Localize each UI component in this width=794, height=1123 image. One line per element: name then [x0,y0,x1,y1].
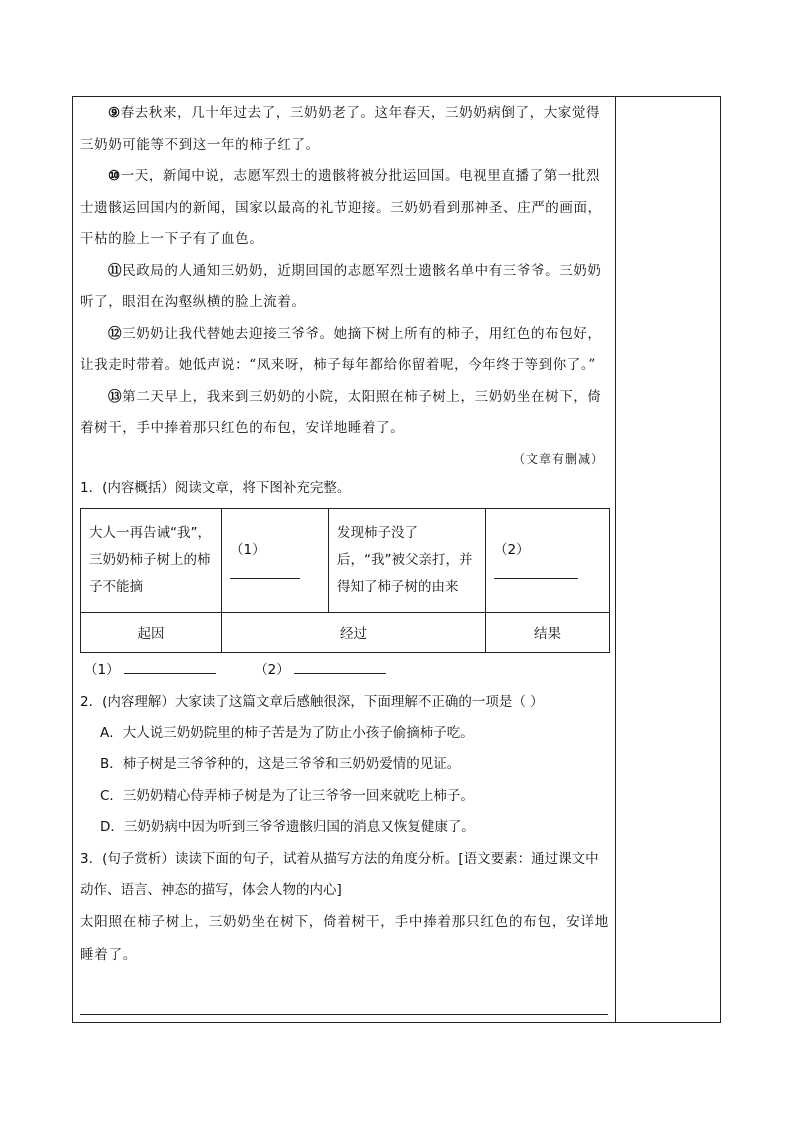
blank-1-cell[interactable]: （1） [222,508,329,612]
paragraph-10: ⑩一天，新闻中说，志愿军烈士的遗骸将被分批运回国。电视里直播了第一批烈士遗骸运回国内的新闻，国家以最高的礼节迎接。三奶奶看到那神圣、庄严的画面，干枯的脸上一下子有了血色。 [80,168,602,247]
plot-flow-table [80,508,610,653]
paragraph-9: ⑨春去秋来，几十年过去了，三奶奶老了。这年春天，三奶奶病倒了，大家觉得三奶奶可能等不到这一年的柿子红了。 [80,105,601,153]
blank-1-line[interactable] [230,568,300,579]
option-c[interactable]: C．三奶奶精心侍弄柿子树是为了让三爷爷一回来就吃上柿子。 [100,787,474,804]
option-d[interactable]: D．三奶奶病中因为听到三爷爷遗骸归国的消息又恢复健康了。 [100,819,475,835]
paragraph-12: ⑫三奶奶让我代替她去迎接三爷爷。她摘下树上所有的柿子，用红色的布包好，让我走时带着。她低声说：“凤来呀，柿子每年都给你留着呢，今年终于等到你了。” [80,325,602,373]
cause-cell: 大人一再告诫“我”，三奶奶柿子树上的柿子不能摘 [81,508,222,612]
question-1-prompt: 1．(内容概括）阅读文章，将下图补充完整。 [80,479,351,496]
answer-line[interactable] [80,1014,608,1015]
question-3-prompt: 3．(句子赏析）读读下面的句子，试着从描写方法的角度分析。[语文要素：通过课文中动作、语言、神态的描写，体会人物的内心] [80,850,599,898]
option-a[interactable]: A．大人说三奶奶院里的柿子苦是为了防止小孩子偷摘柿子吃。 [100,724,474,741]
result-label: 结果 [486,612,610,652]
option-b[interactable]: B．柿子树是三爷爷种的，这是三爷爷和三奶奶爱情的见证。 [100,756,461,772]
paragraph-11: ⑪民政局的人通知三奶奶，近期回国的志愿军烈士遗骸名单中有三爷爷。三奶奶听了，眼泪在沟壑纵横的脸上流着。 [80,262,602,310]
blank-2-line[interactable] [494,568,578,579]
question-1-answers: （1） （2） [80,653,610,687]
source-note: （文章有删减） [512,451,604,466]
process-cell: 发现柿子没了后，“我”被父亲打，并得知了柿子树的由来 [329,508,486,612]
blank-2-cell[interactable]: （2） [486,508,610,612]
answer-2-line[interactable] [294,661,386,674]
paragraph-13: ⑬第二天早上，我来到三奶奶的小院，太阳照在柿子树上，三奶奶坐在树下，倚着树干，手中捧着那只红色的布包，安详地睡着了。 [80,388,602,436]
answer-1-line[interactable] [124,661,216,674]
cause-label: 起因 [81,612,222,652]
question-2-prompt: 2．(内容理解）大家读了这篇文章后感触很深，下面理解不正确的一项是（ ） [80,693,544,710]
main-content [80,98,610,972]
process-label: 经过 [222,612,486,652]
question-3-sentence: 太阳照在柿子树上，三奶奶坐在树下，倚着树干，手中捧着那只红色的布包，安详地睡着了。 [80,913,610,963]
margin-column-divider [615,96,616,1023]
